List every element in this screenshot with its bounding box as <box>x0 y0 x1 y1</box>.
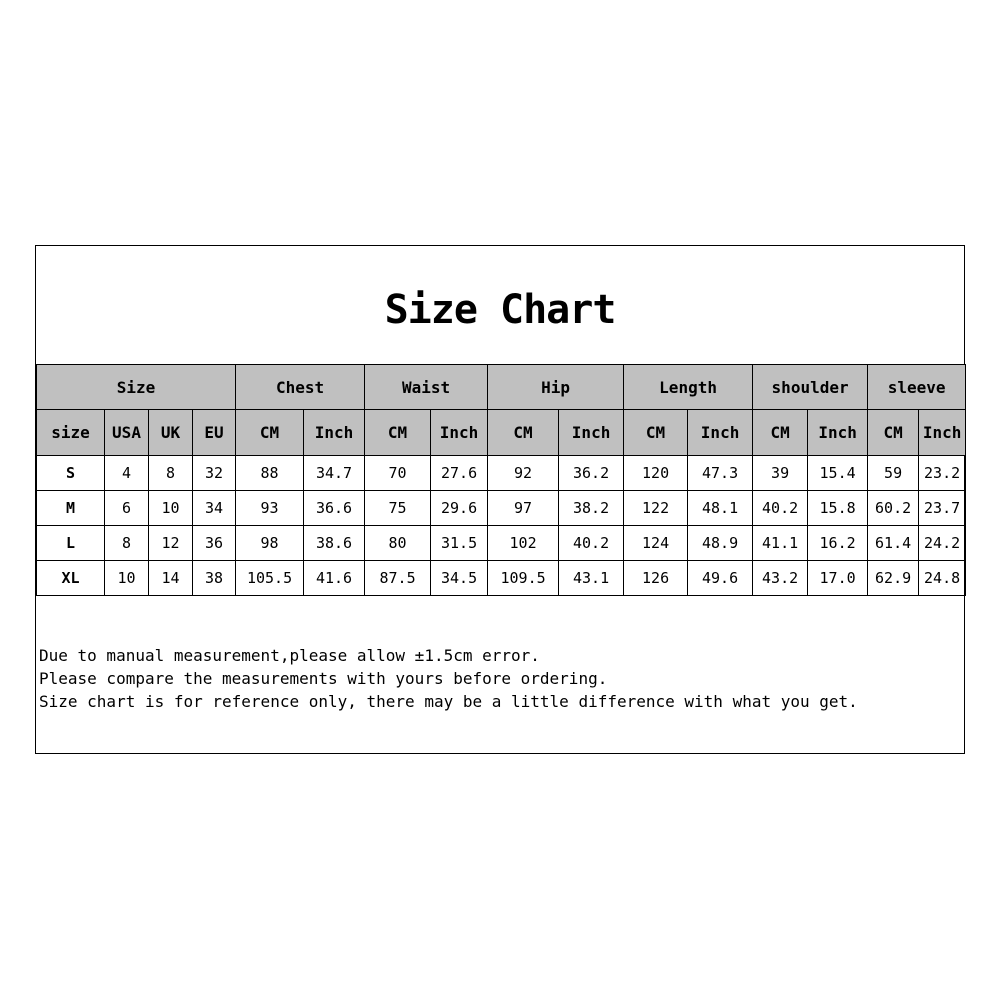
table-cell: 60.2 <box>868 491 919 526</box>
table-cell: 6 <box>105 491 149 526</box>
table-cell: 61.4 <box>868 526 919 561</box>
sub-header-row <box>37 410 966 456</box>
table-cell: 36.6 <box>304 491 365 526</box>
group-header-chest: Chest <box>236 365 365 410</box>
group-header-hip: Hip <box>488 365 624 410</box>
table-cell: 126 <box>624 561 688 596</box>
table-cell: 43.1 <box>559 561 624 596</box>
table-cell: 34 <box>193 491 236 526</box>
table-cell: 23.2 <box>919 456 966 491</box>
sub-header-hip-inch: Inch <box>559 410 624 456</box>
sub-header-length-inch: Inch <box>688 410 753 456</box>
table-cell: 8 <box>149 456 193 491</box>
table-cell: 16.2 <box>808 526 868 561</box>
table-cell: 14 <box>149 561 193 596</box>
table-cell: 62.9 <box>868 561 919 596</box>
sub-header-chest-cm: CM <box>236 410 304 456</box>
table-cell: 24.2 <box>919 526 966 561</box>
table-cell: 105.5 <box>236 561 304 596</box>
group-header-size: Size <box>37 365 236 410</box>
table-cell: XL <box>37 561 105 596</box>
table-cell: M <box>37 491 105 526</box>
table-cell: 48.1 <box>688 491 753 526</box>
table-cell: 97 <box>488 491 559 526</box>
sub-header-shoulder-cm: CM <box>753 410 808 456</box>
table-cell: 27.6 <box>431 456 488 491</box>
table-cell: 15.4 <box>808 456 868 491</box>
sub-header-length-cm: CM <box>624 410 688 456</box>
table-cell: 24.8 <box>919 561 966 596</box>
group-header-row <box>37 365 966 410</box>
table-cell: 23.7 <box>919 491 966 526</box>
table-cell: 39 <box>753 456 808 491</box>
sub-header-waist-inch: Inch <box>431 410 488 456</box>
sub-header-uk: UK <box>149 410 193 456</box>
table-cell: 80 <box>365 526 431 561</box>
table-cell: 98 <box>236 526 304 561</box>
group-header-shoulder: shoulder <box>753 365 868 410</box>
table-cell: 32 <box>193 456 236 491</box>
table-cell: S <box>37 456 105 491</box>
table-cell: 124 <box>624 526 688 561</box>
table-cell: 38.2 <box>559 491 624 526</box>
table-row <box>37 456 966 491</box>
table-cell: 17.0 <box>808 561 868 596</box>
sub-header-shoulder-inch: Inch <box>808 410 868 456</box>
table-row <box>37 561 966 596</box>
sub-header-waist-cm: CM <box>365 410 431 456</box>
table-cell: 10 <box>149 491 193 526</box>
table-cell: 31.5 <box>431 526 488 561</box>
note-line: Please compare the measurements with yours before ordering. <box>39 669 608 688</box>
sub-header-hip-cm: CM <box>488 410 559 456</box>
table-cell: 120 <box>624 456 688 491</box>
group-header-length: Length <box>624 365 753 410</box>
table-cell: 92 <box>488 456 559 491</box>
table-cell: 88 <box>236 456 304 491</box>
group-header-waist: Waist <box>365 365 488 410</box>
group-header-sleeve: sleeve <box>868 365 966 410</box>
table-cell: 15.8 <box>808 491 868 526</box>
table-cell: 48.9 <box>688 526 753 561</box>
table-cell: 38.6 <box>304 526 365 561</box>
table-cell: 75 <box>365 491 431 526</box>
notes-block <box>39 644 858 713</box>
sub-header-size: size <box>37 410 105 456</box>
table-row <box>37 526 966 561</box>
table-row <box>37 491 966 526</box>
table-cell: 38 <box>193 561 236 596</box>
sub-header-usa: USA <box>105 410 149 456</box>
note-line: Due to manual measurement,please allow ±1.5cm error. <box>39 646 540 665</box>
sub-header-sleeve-cm: CM <box>868 410 919 456</box>
table-cell: 40.2 <box>559 526 624 561</box>
table-cell: 36.2 <box>559 456 624 491</box>
sub-header-chest-inch: Inch <box>304 410 365 456</box>
table-cell: 109.5 <box>488 561 559 596</box>
table-cell: 41.6 <box>304 561 365 596</box>
table-cell: 12 <box>149 526 193 561</box>
table-cell: L <box>37 526 105 561</box>
table-cell: 8 <box>105 526 149 561</box>
table-cell: 29.6 <box>431 491 488 526</box>
size-table <box>36 364 966 596</box>
table-cell: 102 <box>488 526 559 561</box>
table-cell: 36 <box>193 526 236 561</box>
table-cell: 40.2 <box>753 491 808 526</box>
table-cell: 10 <box>105 561 149 596</box>
chart-title: Size Chart <box>384 287 616 333</box>
table-cell: 34.7 <box>304 456 365 491</box>
sub-header-eu: EU <box>193 410 236 456</box>
size-chart-frame <box>35 245 965 754</box>
table-cell: 34.5 <box>431 561 488 596</box>
sub-header-sleeve-inch: Inch <box>919 410 966 456</box>
table-cell: 49.6 <box>688 561 753 596</box>
table-cell: 59 <box>868 456 919 491</box>
table-cell: 70 <box>365 456 431 491</box>
table-cell: 47.3 <box>688 456 753 491</box>
table-cell: 87.5 <box>365 561 431 596</box>
table-cell: 4 <box>105 456 149 491</box>
table-cell: 41.1 <box>753 526 808 561</box>
note-line: Size chart is for reference only, there may be a little difference with what you get. <box>39 692 858 711</box>
table-cell: 122 <box>624 491 688 526</box>
table-cell: 93 <box>236 491 304 526</box>
table-cell: 43.2 <box>753 561 808 596</box>
